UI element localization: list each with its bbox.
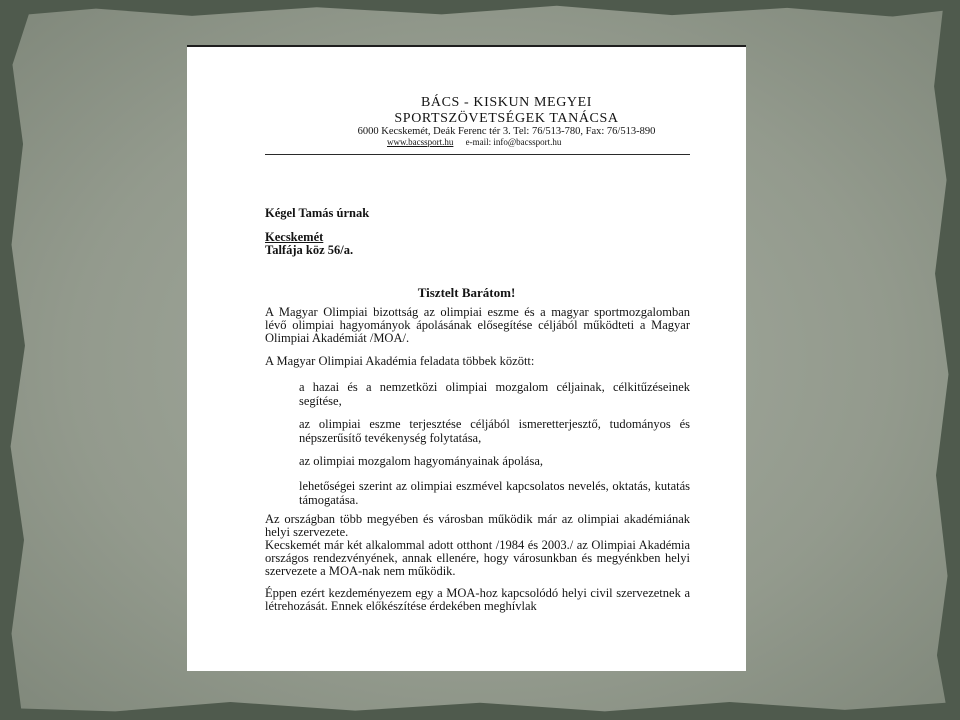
letterhead-contact [387,137,561,147]
task-item: az olimpiai eszme terjesztése céljából ismeretterjesztő, tudományos és népszerűsítő tevékenység folytatása, [299,417,690,445]
scan-top-edge-line [187,45,746,47]
letter-page [187,45,746,671]
paragraph-intro: A Magyar Olimpiai bizottság az olimpiai eszme és a magyar sportmozgalomban lévő olimpiai hagyományok ápolásának elősegítése céljából működteti a Magyar Olimpiai Akadémiát /MOA/. [265,305,690,345]
salutation: Tisztelt Barátom! [417,285,516,300]
paragraph-initiative: Éppen ezért kezdeményezem egy a MOA-hoz kapcsolódó helyi civil szervezetnek a létrehozását. Ennek előkészítése érdekében meghívlak [265,586,690,613]
paragraph-local-orgs: Az országban több megyében és városban működik már az olimpiai akadémiának helyi szervezete. [265,512,690,539]
task-item: lehetőségei szerint az olimpiai eszmével kapcsolatos nevelés, oktatás, kutatás támogatása. [299,479,690,507]
letterhead-email: e-mail: info@bacssport.hu [465,137,562,147]
task-item: az olimpiai mozgalom hagyományainak ápolása, [299,454,544,468]
task-item: a hazai és a nemzetközi olimpiai mozgalom céljainak, célkitűzéseinek segítése, [299,380,690,408]
recipient-street: Talfája köz 56/a. [265,243,354,257]
recipient-city: Kecskemét [265,230,324,244]
recipient-name: Kégel Tamás úrnak [265,206,370,220]
letterhead-org-line1: BÁCS - KISKUN MEGYEI [420,95,593,110]
letterhead-divider [265,154,690,155]
paragraph-tasks-heading: A Magyar Olimpiai Akadémia feladata többek között: [265,354,535,368]
letterhead-org-line2: SPORTSZÖVETSÉGEK TANÁCSA [394,111,619,126]
paragraph-kecskemet-host: Kecskemét már két alkalommal adott otthont /1984 és 2003./ az Olimpiai Akadémia országos rendezvényének, annak ellenére, hogy városunkban és megyénkben helyi szervezete a MOA-nak nem működik. [265,538,690,578]
letterhead-website: www.bacssport.hu [387,137,454,147]
letterhead-address: 6000 Kecskemét, Deák Ferenc tér 3. Tel: 76/513-780, Fax: 76/513-890 [357,126,656,137]
